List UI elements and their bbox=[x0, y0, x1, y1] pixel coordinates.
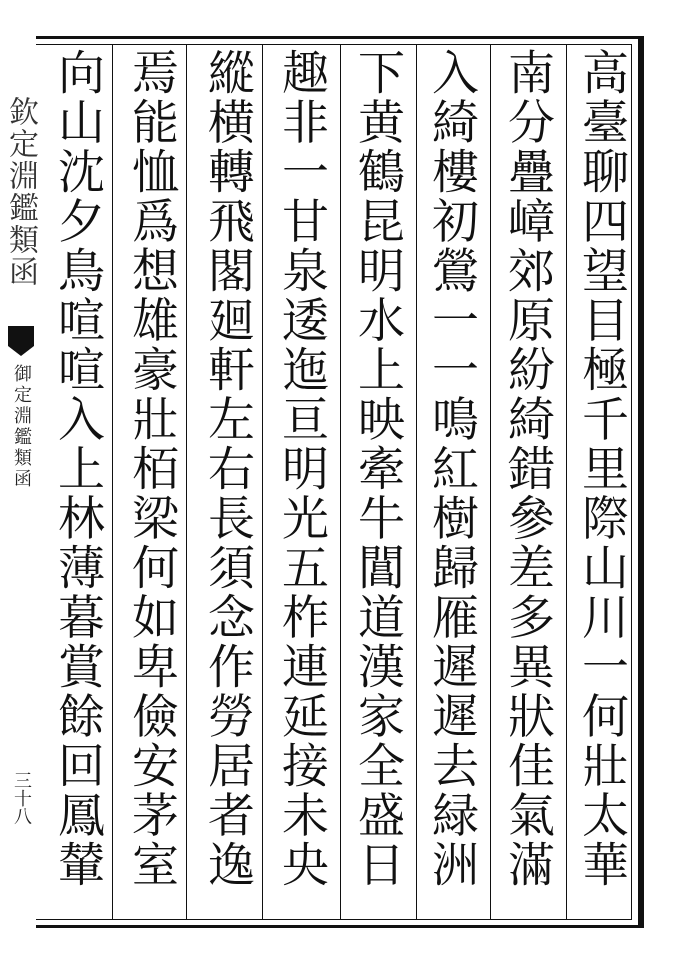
text-column-8: 向山沈夕鳥喧喧入上林薄暮賞餘回鳳輦 bbox=[50, 48, 105, 890]
margin-book-title: 欽定淵鑑類函 bbox=[3, 96, 38, 288]
column-divider bbox=[112, 44, 113, 920]
fishtail-notch-icon bbox=[8, 346, 34, 356]
column-divider bbox=[416, 44, 417, 920]
text-column-1: 高臺聊四望目極千里際山川一何壯太華 bbox=[574, 48, 629, 890]
column-divider bbox=[340, 44, 341, 920]
text-column-7: 焉能恤爲想雄豪壯栢梁何如卑儉安茅室 bbox=[124, 48, 179, 890]
page-number: 三十八 bbox=[11, 771, 32, 825]
text-column-6: 縱横轉飛閣廻軒左右長須念作勞居者逸 bbox=[200, 48, 255, 890]
page-margin bbox=[0, 36, 40, 928]
text-column-4: 下黄鶴昆明水上映牽牛閶道漢家全盛日 bbox=[350, 48, 405, 890]
text-column-3: 入綺樓初鶯一一鳴紅樹歸雁遲遲去緑洲 bbox=[424, 48, 479, 890]
text-column-5: 趣非一甘泉逶迤亘明光五柞連延接未央 bbox=[274, 48, 329, 890]
column-divider bbox=[490, 44, 491, 920]
margin-book-name: 御定淵鑑類函 bbox=[11, 364, 32, 490]
text-column-2: 南分疊嶂郊原紛綺錯參差多異狀佳氣滿 bbox=[500, 48, 555, 890]
column-divider bbox=[262, 44, 263, 920]
fishtail-mark-icon bbox=[8, 326, 34, 346]
column-divider bbox=[566, 44, 567, 920]
column-divider bbox=[186, 44, 187, 920]
